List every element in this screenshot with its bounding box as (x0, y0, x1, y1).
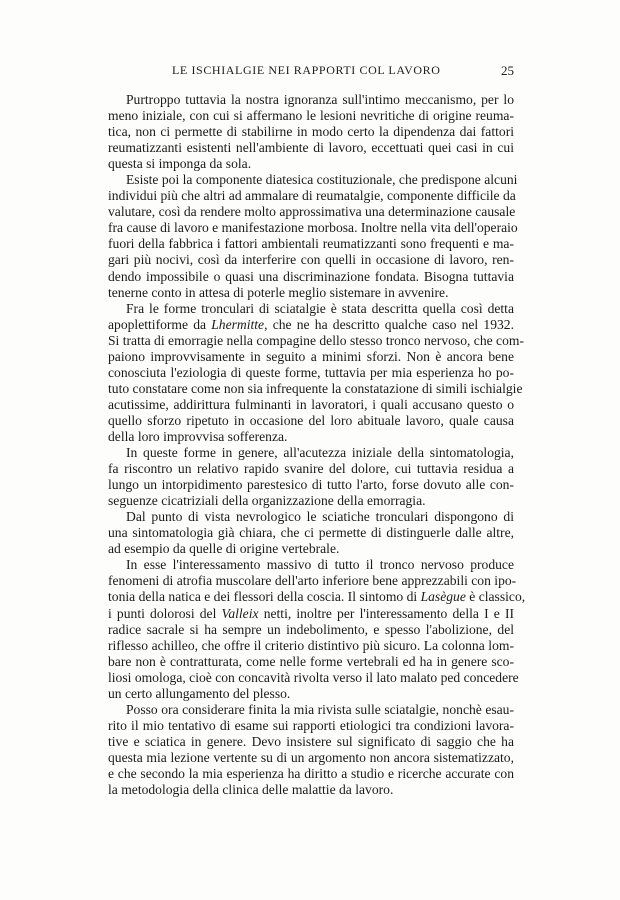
text-segment: netti, inoltre per l'interessamento della I e II (258, 605, 514, 621)
text-line (108, 669, 519, 686)
text-line (108, 188, 514, 204)
text-line (108, 332, 524, 349)
text-segment: e che secondo la mia esperienza ha diritto a studio e ricerche accurate con (108, 765, 514, 781)
text-segment: la metodologia della clinica delle malattie da lavoro. (108, 782, 394, 798)
text-segment: radice sacrale si ha sempre un indebolimento, e spesso l'abolizione, del (108, 621, 514, 637)
text-segment: valutare, così da rendere molto approssimativa una determinazione causale (108, 204, 516, 220)
text-line (108, 380, 523, 397)
text-line (108, 445, 514, 461)
text-line (108, 156, 514, 172)
text-segment: lungo un intorpidimento parestesico di tutto l'arto, forse dovuto alle con- (108, 477, 514, 493)
italic-name: Lhermitte (211, 316, 265, 332)
text-line (108, 589, 526, 605)
text-segment: tuto constatare come non sia infrequente la constatazione di simili ischialgie (108, 380, 523, 396)
text-segment: i punti dolorosi del (108, 605, 222, 621)
text-line (108, 493, 514, 509)
running-head: LE ISCHIALGIE NEI RAPPORTI COL LAVORO (172, 63, 441, 77)
text-line (108, 525, 514, 541)
text-line (108, 606, 514, 622)
text-line (108, 172, 518, 188)
text-segment: In esse l'interessamento massivo di tutto il tronco nervoso produce (126, 557, 514, 573)
text-segment: Fra le forme tronculari di sciatalgie è stata descritta quella così detta (126, 300, 514, 316)
text-segment: tica, non ci permette di stabilirne in modo certo la dipendenza dai fattori (108, 124, 514, 140)
text-line (108, 124, 514, 140)
text-line (108, 413, 514, 429)
text-segment: riflesso achilleo, che offre il criterio distintivo più sicuro. La colonna lom- (108, 637, 514, 653)
page-header (108, 63, 514, 81)
text-line (108, 220, 518, 236)
page-number: 25 (501, 63, 514, 78)
text-line (108, 429, 514, 445)
text-segment: una sintomatologia già chiara, che ci permette di distinguerle dalle altre, (108, 525, 514, 541)
text-segment: della loro improvvisa sofferenza. (108, 428, 288, 444)
text-segment: Si tratta di emorragie nella compagine dello stesso tronco nervoso, che com- (108, 332, 524, 348)
text-segment: In queste forme in genere, all'acutezza iniziale della sintomatologia, (126, 445, 514, 461)
text-segment: , che ne ha descritto qualche caso nel 1932. (264, 316, 514, 332)
text-segment: individui più che altri ad ammalare di reumatalgie, componente difficile da (108, 188, 516, 204)
text-segment: fa riscontro un relativo rapido svanire del dolore, cui tuttavia residua a (108, 461, 514, 477)
text-segment: Dal punto di vista nevrologico le sciatiche tronculari dispongono di (126, 509, 514, 525)
text-line (108, 638, 514, 654)
text-line (108, 702, 514, 718)
text-line (108, 686, 514, 702)
text-line (108, 750, 514, 766)
text-segment: paiono improvvisamente in seguito a minimi sforzi. Non è ancora bene (108, 348, 514, 364)
text-segment: Purtroppo tuttavia la nostra ignoranza sull'intimo meccanismo, per lo (126, 92, 514, 107)
text-segment: conosciuta l'eziologia di queste forme, tuttavia per mia esperienza ho po- (108, 364, 514, 380)
text-segment: tive e sciatica in genere. Devo insistere sul significato di saggio che ha (108, 733, 514, 749)
text-line (108, 509, 514, 525)
text-segment: seguenze cicatriziali della organizzazione della emorragia. (108, 493, 426, 509)
text-line (108, 349, 514, 365)
text-segment: Esiste poi la componente diatesica costituzionale, che predispone alcuni (126, 172, 518, 188)
scan-mark (607, 2, 617, 8)
text-segment: meno iniziale, con cui si affermano le lesioni nevritiche di origine reuma- (108, 108, 514, 124)
text-segment: gari più nocivi, così da interferire con quelli in occasione di lavoro, ren- (108, 252, 514, 268)
text-line (108, 557, 514, 573)
text-line (108, 252, 514, 268)
text-line (108, 365, 514, 381)
text-line (108, 573, 517, 589)
text-segment: bare non è contratturata, come nelle forme vertebrali ed ha in genere sco- (108, 653, 514, 669)
text-segment: questa si imponga da sola. (108, 156, 252, 172)
text-line (108, 734, 514, 750)
text-segment: dendo impossibile o quasi una discriminazione fondata. Bisogna tuttavia (108, 268, 514, 284)
text-line (108, 285, 514, 301)
text-line (108, 317, 514, 333)
text-segment: fenomeni di atrofia muscolare dell'arto inferiore bene apprezzabili con ipo- (108, 573, 517, 589)
text-segment: tonia della natica e dei flessori della coscia. Il sintomo di (108, 589, 421, 605)
text-line (108, 782, 514, 798)
text-line (108, 236, 514, 252)
text-line (108, 718, 514, 734)
body-text (108, 92, 526, 798)
text-segment: Posso ora considerare finita la mia rivista sulle sciatalgie, nonchè esau- (126, 701, 514, 717)
text-segment: quello sforzo ripetuto in occasione del loro abituale lavoro, quale causa (108, 412, 514, 428)
text-line (108, 397, 514, 413)
text-segment: fuori della fabbrica i fattori ambientali reumatizzanti sono frequenti e ma- (108, 236, 514, 252)
text-segment: rito il mio tentativo di esame sui rapporti etiologici tra condizioni lavora- (108, 717, 514, 733)
text-segment: liosi omologa, cioè con concavità rivolta verso il lato malato ped concedere (108, 669, 519, 685)
text-segment: apoplettiforme da (108, 316, 212, 332)
text-line (108, 140, 514, 156)
text-line (108, 541, 514, 557)
text-segment: è classico, (465, 589, 526, 605)
text-line (108, 92, 514, 108)
text-line (108, 301, 514, 317)
text-segment: acutissime, addirittura fulminanti in lavoratori, i quali accusano questo o (108, 396, 514, 412)
text-line (108, 461, 514, 477)
text-line (108, 269, 514, 285)
text-line (108, 622, 514, 638)
text-segment: un certo allungamento del plesso. (108, 685, 291, 701)
text-line (108, 654, 514, 670)
text-line (108, 766, 514, 782)
text-segment: ad esempio da quelle di origine vertebrale. (108, 541, 340, 557)
text-line (108, 477, 514, 493)
text-segment: questa mia lezione vertente su di un argomento non ancora sistematizzato, (108, 749, 514, 765)
text-segment: tenerne conto in attesa di poterle meglio sistemare in avvenire. (108, 284, 449, 300)
text-line (108, 108, 514, 124)
text-segment: fra cause di lavoro e manifestazione morbosa. Inoltre nella vita dell'operaio (108, 220, 518, 236)
italic-name: Valleix (221, 605, 259, 621)
text-segment: reumatizzanti esistenti nell'ambiente di lavoro, eccettuati quei casi in cui (108, 140, 514, 156)
italic-name: Lasègue (420, 589, 466, 605)
text-line (108, 204, 514, 220)
